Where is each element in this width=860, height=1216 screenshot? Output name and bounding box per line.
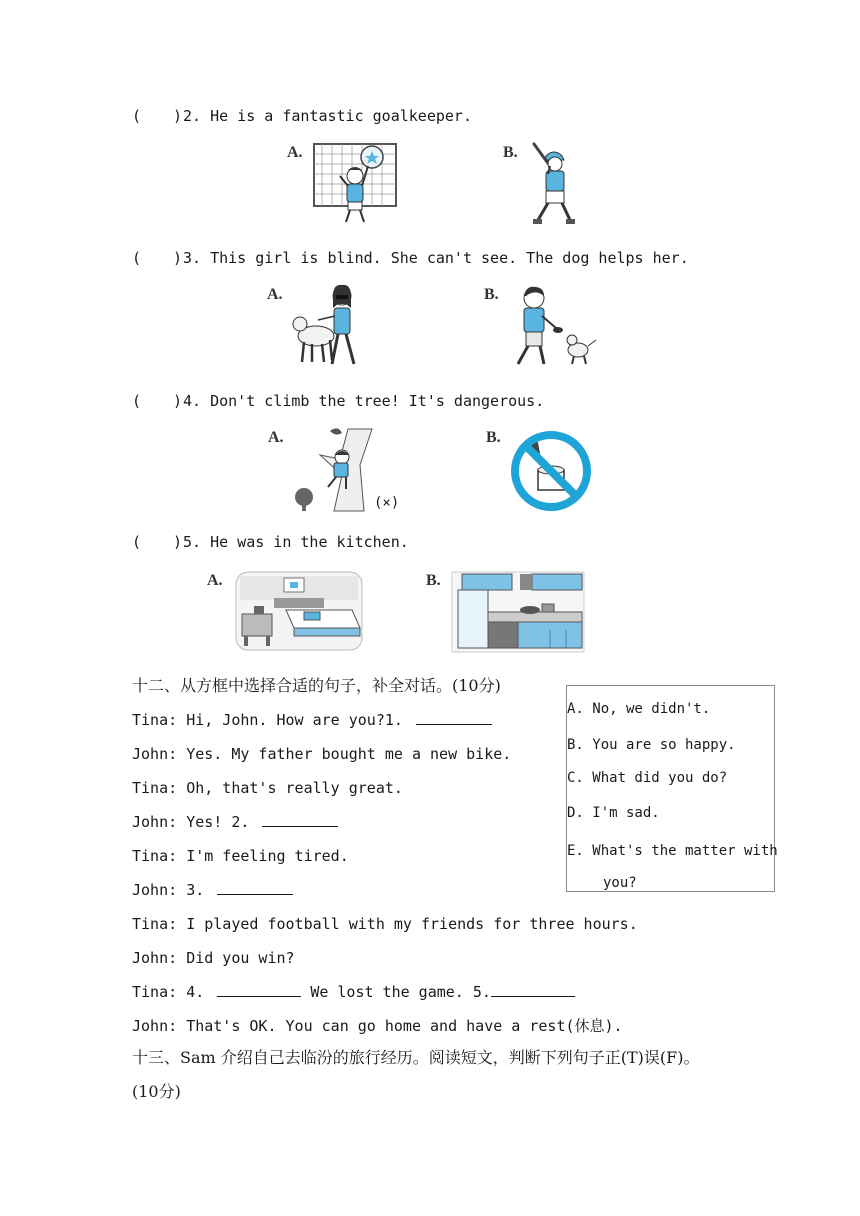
goalkeeper-picture bbox=[310, 140, 400, 228]
option-e: E. What's the matter with bbox=[567, 843, 778, 859]
option-a-label: A. bbox=[267, 286, 283, 303]
speaker: John: bbox=[132, 881, 178, 899]
options-box bbox=[566, 685, 778, 892]
speaker: John: bbox=[132, 813, 178, 831]
dialogue-line-8 bbox=[132, 948, 295, 968]
question-text: 2. He is a fantastic goalkeeper. bbox=[183, 107, 472, 125]
answer-blank-2[interactable] bbox=[262, 812, 338, 827]
option-a: A. No, we didn't. bbox=[567, 701, 711, 717]
answer-blank-5[interactable] bbox=[491, 982, 575, 997]
forbidden-mark: (×) bbox=[374, 495, 400, 511]
line-text: 4. bbox=[186, 983, 205, 1001]
girl-with-guide-dog-picture bbox=[290, 282, 370, 370]
option-e-continued: you? bbox=[603, 875, 637, 891]
dialogue-line-2 bbox=[132, 744, 511, 764]
speaker: John: bbox=[132, 949, 178, 967]
speaker: John: bbox=[132, 745, 178, 763]
section-13-heading: 十三、Sam 介绍自己去临汾的旅行经历。阅读短文，判断下列句子正(T)误(F)。 bbox=[132, 1048, 700, 1067]
baseball-batter-picture bbox=[524, 140, 584, 228]
dialogue-line-4 bbox=[132, 812, 338, 832]
option-a-label: A. bbox=[268, 429, 284, 446]
line-text: Did you win? bbox=[186, 949, 295, 967]
line-text: Yes. My father bought me a new bike. bbox=[186, 745, 512, 763]
option-a-label: A. bbox=[207, 572, 223, 589]
speaker: Tina: bbox=[132, 915, 178, 933]
line-text: I played football with my friends for three hours. bbox=[186, 915, 638, 933]
option-b-label: B. bbox=[426, 572, 441, 589]
line-text: Yes! 2. bbox=[186, 813, 250, 831]
option-b: B. You are so happy. bbox=[567, 737, 736, 753]
boy-feeding-puppy-picture bbox=[504, 282, 604, 370]
speaker: Tina: bbox=[132, 779, 178, 797]
boy-climbing-tree-picture bbox=[290, 425, 380, 513]
line-text: Oh, that's really great. bbox=[186, 779, 403, 797]
dialogue-line-5 bbox=[132, 846, 349, 866]
answer-blank-4[interactable] bbox=[217, 982, 301, 997]
question-text: 3. This girl is blind. She can't see. The dog helps her. bbox=[183, 249, 689, 267]
answer-paren-close: ) bbox=[173, 107, 183, 125]
line-text: I'm feeling tired. bbox=[186, 847, 349, 865]
option-a-label: A. bbox=[287, 144, 303, 161]
answer-paren-close: ) bbox=[173, 249, 183, 267]
answer-paren-open[interactable]: ( bbox=[132, 107, 142, 125]
speaker: Tina: bbox=[132, 847, 178, 865]
option-b-label: B. bbox=[486, 429, 501, 446]
line-text: That's OK. You can go home and have a rest(休息). bbox=[186, 1017, 623, 1035]
answer-paren-open[interactable]: ( bbox=[132, 249, 142, 267]
kitchen-picture bbox=[450, 570, 586, 654]
dialogue-line-7 bbox=[132, 914, 638, 934]
option-b-label: B. bbox=[503, 144, 518, 161]
dialogue-line-3 bbox=[132, 778, 403, 798]
line-text: 3. bbox=[186, 881, 205, 899]
answer-paren-open[interactable]: ( bbox=[132, 533, 142, 551]
dialogue-line-10 bbox=[132, 1016, 623, 1036]
answer-blank-3[interactable] bbox=[217, 880, 293, 895]
answer-paren-close: ) bbox=[173, 533, 183, 551]
answer-blank-1[interactable] bbox=[416, 710, 492, 725]
question-text: 5. He was in the kitchen. bbox=[183, 533, 409, 551]
line-text: Hi, John. How are you?1. bbox=[186, 711, 403, 729]
line-text-after: We lost the game. 5. bbox=[310, 983, 491, 1001]
speaker: John: bbox=[132, 1017, 178, 1035]
option-d: D. I'm sad. bbox=[567, 805, 660, 821]
option-b-label: B. bbox=[484, 286, 499, 303]
dialogue-line-9 bbox=[132, 982, 575, 1002]
no-tree-cutting-sign-picture bbox=[508, 428, 594, 514]
speaker: Tina: bbox=[132, 983, 178, 1001]
option-c: C. What did you do? bbox=[567, 770, 728, 786]
dialogue-line-1 bbox=[132, 710, 492, 730]
question-text: 4. Don't climb the tree! It's dangerous. bbox=[183, 392, 545, 410]
bedroom-picture bbox=[234, 570, 364, 652]
section-13-points: (10分) bbox=[132, 1082, 181, 1101]
answer-paren-open[interactable]: ( bbox=[132, 392, 142, 410]
section-12-heading: 十二、从方框中选择合适的句子，补全对话。(10分) bbox=[132, 676, 501, 695]
answer-paren-close: ) bbox=[173, 392, 183, 410]
speaker: Tina: bbox=[132, 711, 178, 729]
dialogue-line-6 bbox=[132, 880, 293, 900]
